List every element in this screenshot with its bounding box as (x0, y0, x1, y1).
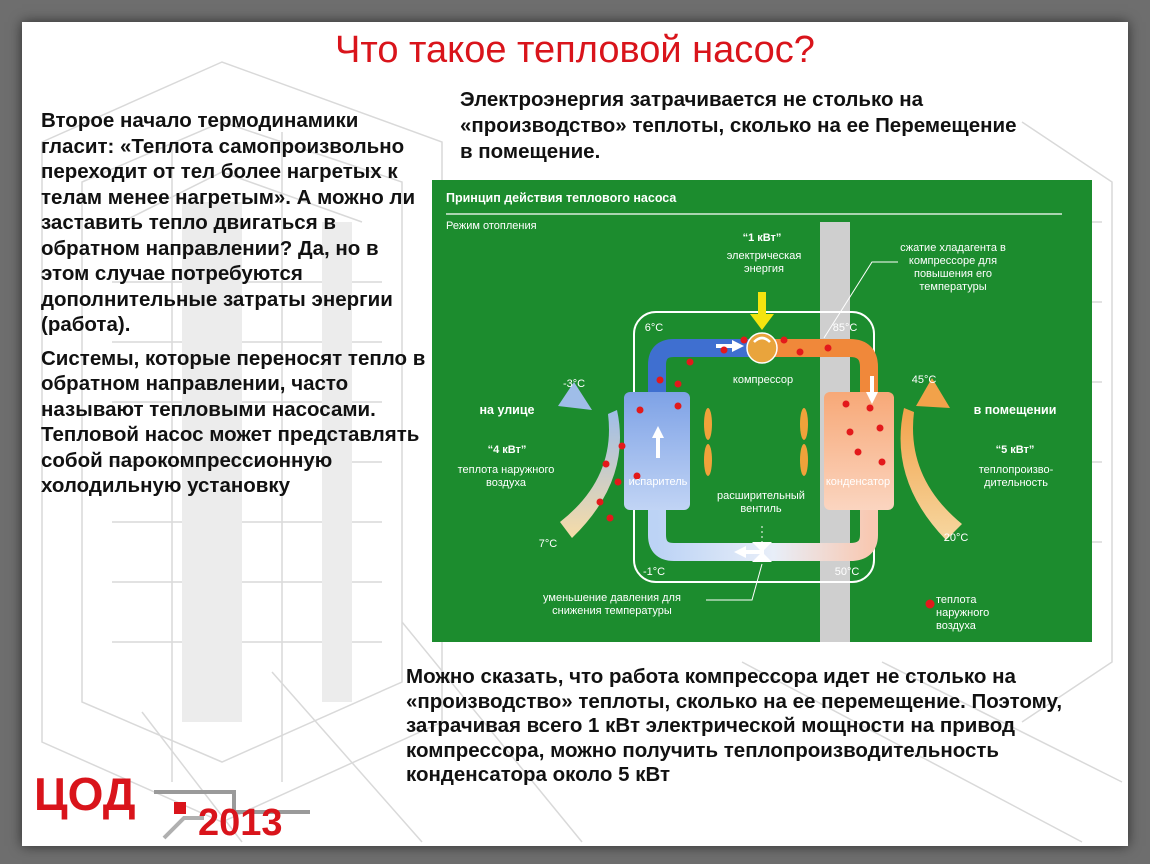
inside-capacity-label: теплопроизво-дительность (978, 464, 1054, 489)
fan-left-icon (704, 408, 712, 476)
left-text-block (41, 108, 431, 507)
left-paragraph-2: Системы, которые переносят тепло в обратном направлении, часто называют тепловыми насосами. Тепловой насос может представлять собой парокомпрессионную холодильную установку (41, 346, 426, 497)
diagram-mode: Режим отопления (446, 220, 537, 232)
inside-power: “5 кВт” (995, 444, 1035, 456)
outside-label: на улице (479, 403, 535, 417)
top-text-block: Электроэнергия затрачивается не столько на «производство» теплоты, сколько на ее Перемещение в помещение. (460, 88, 1017, 163)
inside-label: в помещении (973, 403, 1057, 417)
left-paragraph-1: Второе начало термодинамики гласит: «Теплота самопроизвольно переходит от тел более нагретых к телам менее нагретым». А можно ли заставить тепло двигаться в обратном направлении? Да, но в этом случае потребуются дополнительные затраты энергии (работа). (41, 109, 416, 336)
indoor-air-arrow (901, 408, 962, 540)
condenser-label: конденсатор (825, 476, 891, 488)
expansion-valve-label: расширительный вентиль (717, 490, 805, 515)
indoor-air-inlet-temp: 20°C (943, 532, 969, 544)
heat-pump-diagram (432, 180, 1092, 642)
slide (22, 22, 1128, 846)
evaporator-label: испаритель (628, 476, 688, 488)
outside-heat-label: теплота наружного воздуха (457, 464, 555, 489)
indoor-air-outlet-temp: 45°C (911, 374, 937, 386)
compression-note: сжатие хладагента в компрессоре для повышения его температуры (900, 242, 1006, 293)
logo-year: 2013 (198, 802, 283, 844)
temp-evaporator-inlet: 6°C (644, 322, 664, 334)
temp-compressor-outlet: 85°C (832, 322, 858, 334)
legend-label: теплота наружного воздуха (936, 594, 990, 632)
slide-title: Что такое тепловой насос? (335, 29, 815, 71)
outdoor-air-outlet-temp: 7°C (538, 538, 558, 550)
logo-abbr: ЦОД (34, 768, 136, 820)
power-in-label: электрическая энергия (726, 250, 802, 275)
power-in-value: “1 кВт” (742, 232, 782, 244)
temp-condenser-outlet: 50°C (834, 566, 860, 578)
outdoor-air-inlet-temp: -3°C (562, 378, 586, 390)
outside-power: “4 кВт” (487, 444, 527, 456)
diagram-heading: Принцип действия теплового насоса (446, 191, 677, 205)
pressure-note: уменьшение давления для снижения температуры (543, 592, 681, 617)
temp-valve-outlet: -1°C (642, 566, 666, 578)
bottom-text-block: Можно сказать, что работа компрессора идет не столько на «производство» теплоты, сколько на ее перемещение. Поэтому, затрачивая всего 1 кВт электрической мощности на привод компрессора, можно получить теплопроизводительность конденсатора около 5 кВт (406, 665, 1063, 786)
fan-right-icon (800, 408, 808, 476)
cod-2013-logo (34, 768, 334, 846)
compressor-label: компрессор (732, 374, 794, 386)
